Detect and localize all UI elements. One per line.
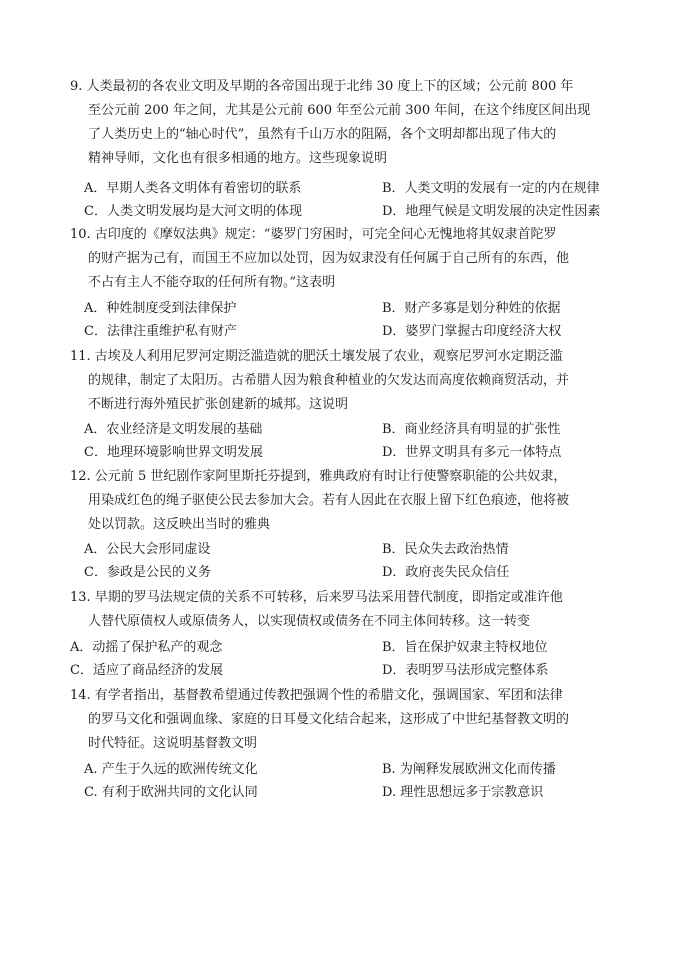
question-12-option-b: B．民众失去政治热情: [382, 542, 509, 557]
question-10-option-a: A．种姓制度受到法律保护: [84, 301, 237, 316]
question-9-line-2: 至公元前 200 年之间，尤其是公元前 600 年至公元前 300 年间，在这个纬度区间出现: [88, 103, 591, 118]
question-10-line-2: 的财产据为己有，而国王不应加以处罚，因为奴隶没有任何属于自己所有的东西，他: [88, 251, 570, 266]
question-9-option-b: B．人类文明的发展有一定的内在规律: [382, 181, 600, 196]
question-11-line-1: 11. 古埃及人利用尼罗河定期泛滥造就的肥沃土壤发展了农业，观察尼罗河水定期泛滥: [70, 349, 563, 364]
question-9-option-c: C．人类文明发展均是大河文明的体现: [84, 204, 302, 219]
question-12-line-2: 用染成红色的绳子驱使公民去参加大会。若有人因此在衣服上留下红色痕迹，他将被: [88, 493, 570, 508]
question-11-line-3: 不断进行海外殖民扩张创建新的城邦。这说明: [88, 397, 349, 412]
question-9-line-1: 9. 人类最初的各农业文明及早期的各帝国出现于北纬 30 度上下的区域；公元前 800 年: [70, 79, 574, 94]
question-13-option-a: A．动摇了保护私产的观念: [70, 640, 223, 655]
question-14-line-3: 时代特征。这说明基督教文明: [88, 736, 258, 751]
question-13-line-1: 13. 早期的罗马法规定债的关系不可转移，后来罗马法采用替代制度，即指定或准许他: [70, 590, 563, 605]
question-14-option-d: D. 理性思想远多于宗教意识: [382, 785, 544, 800]
question-14-option-b: B. 为阐释发展欧洲文化而传播: [382, 762, 556, 777]
question-9-line-3: 了人类历史上的“轴心时代”，虽然有千山万水的阻隔，各个文明却都出现了伟大的: [88, 127, 557, 142]
question-13-options: [70, 636, 610, 682]
question-11-option-d: D．世界文明具有多元一体特点: [382, 445, 562, 460]
question-14-line-2: 的罗马文化和强调血缘、家庭的日耳曼文化结合起来，这形成了中世纪基督教文明的: [88, 712, 570, 727]
question-12-option-a: A．公民大会形同虚设: [84, 542, 211, 557]
question-9-line-4: 精神导师，文化也有很多相通的地方。这些现象说明: [88, 151, 388, 166]
question-11-option-c: C．地理环境影响世界文明发展: [84, 445, 263, 460]
question-11-option-a: A．农业经济是文明发展的基础: [84, 422, 263, 437]
question-10-option-b: B．财产多寡是划分种姓的依据: [382, 301, 561, 316]
question-10-option-d: D．婆罗门掌握古印度经济大权: [382, 324, 562, 339]
question-11-option-b: B．商业经济具有明显的扩张性: [382, 422, 561, 437]
question-13-line-2: 人替代原债权人或原债务人，以实现债权或债务在不同主体间转移。这一转变: [88, 614, 531, 629]
question-13-option-d: D．表明罗马法形成完整体系: [382, 663, 549, 678]
question-10-option-c: C．法律注重维护私有财产: [84, 324, 237, 339]
question-9-option-d: D．地理气候是文明发展的决定性因素: [382, 204, 601, 219]
question-11-stem: [70, 345, 618, 417]
question-10-line-1: 10. 古印度的《摩奴法典》规定：“婆罗门穷困时，可完全问心无愧地将其奴隶首陀罗: [70, 227, 557, 242]
question-13-option-b: B．旨在保护奴隶主特权地位: [382, 640, 548, 655]
question-11-options: [84, 418, 624, 464]
question-10-stem: [70, 223, 618, 295]
question-9-stem: [70, 75, 618, 171]
question-10-line-3: 不占有主人不能夺取的任何所有物。”这表明: [88, 275, 336, 290]
question-10-options: [84, 297, 624, 343]
question-14-line-1: 14. 有学者指出，基督教希望通过传教把强调个性的希腊文化，强调国家、军团和法律: [70, 688, 563, 703]
question-9-option-a: A．早期人类各文明体有着密切的联系: [84, 181, 302, 196]
question-14-options: [84, 758, 624, 804]
question-11-line-2: 的规律，制定了太阳历。古希腊人因为粮食种植业的欠发达而高度依赖商贸活动，并: [88, 373, 570, 388]
question-12-stem: [70, 465, 618, 537]
question-14-stem: [70, 684, 618, 756]
question-12-option-d: D．政府丧失民众信任: [382, 565, 510, 580]
question-14-option-c: C. 有利于欧洲共同的文化认同: [84, 785, 258, 800]
question-9-options: [84, 177, 624, 223]
question-14-option-a: A. 产生于久远的欧洲传统文化: [84, 762, 258, 777]
question-13-stem: [70, 586, 618, 634]
question-12-options: [84, 538, 624, 584]
question-12-option-c: C．参政是公民的义务: [84, 565, 211, 580]
question-12-line-1: 12. 公元前 5 世纪剧作家阿里斯托芬提到，雅典政府有时让行使警察职能的公共奴隶，: [70, 469, 567, 484]
question-12-line-3: 处以罚款。这反映出当时的雅典: [88, 517, 271, 532]
question-13-option-c: C．适应了商品经济的发展: [70, 663, 223, 678]
